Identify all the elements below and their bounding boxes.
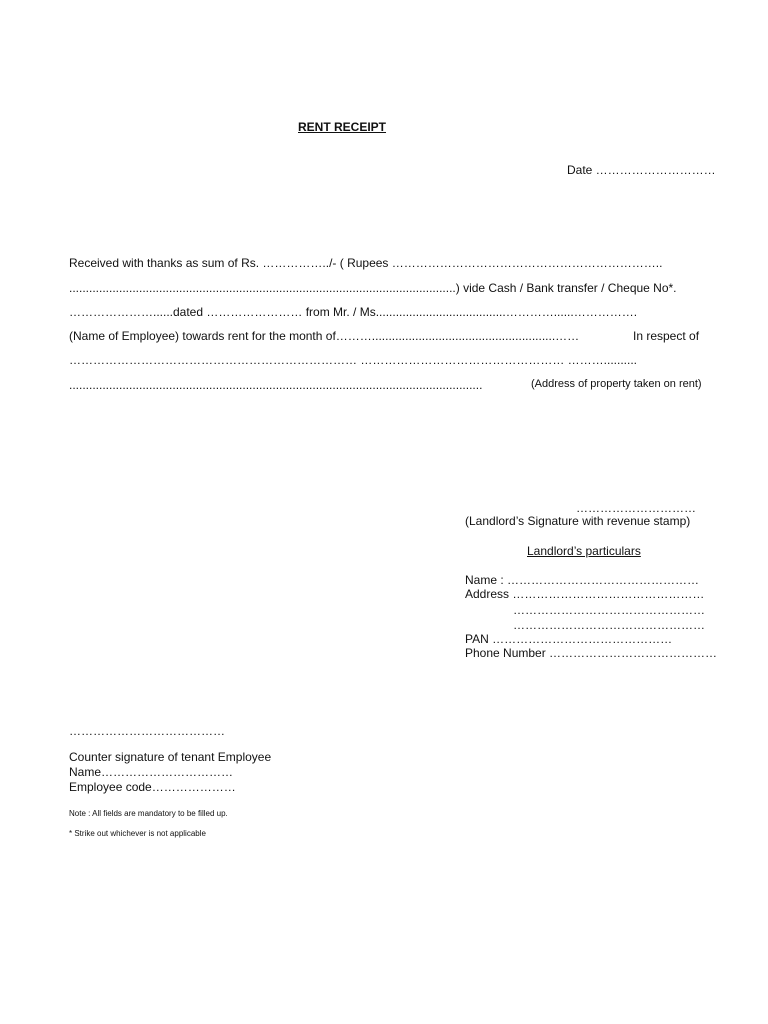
mandatory-note: Note : All fields are mandatory to be filled up. (69, 809, 228, 818)
date-field: Date ………………………… (567, 163, 716, 177)
tenant-signature-dots: ………………………………… (69, 724, 225, 738)
receipt-line-6: ............................................................................................................................ (69, 378, 483, 392)
landlord-address-field: Address ………………………………………… (465, 587, 705, 601)
strike-out-note: * Strike out whichever is not applicable (69, 829, 206, 838)
counter-signature-label: Counter signature of tenant Employee (69, 750, 272, 764)
employee-name-field: Name…………………………… (69, 765, 234, 779)
receipt-line-3: …………………......dated …………………… from Mr. / Ms.......................................…………......……………. (69, 305, 638, 319)
landlord-phone-field: Phone Number …………………………………… (465, 646, 718, 660)
landlord-signature-label: (Landlord’s Signature with revenue stamp) (465, 514, 691, 528)
receipt-line-5: ……………………………………………………………… …………………………………………… ……….......... (69, 353, 638, 367)
landlord-name-field: Name : ………………………………………… (465, 573, 700, 587)
landlord-pan-field: PAN ……………………………………… (465, 632, 673, 646)
landlord-address-continuation-1: ………………………………………… (513, 603, 705, 617)
in-respect-of-label: In respect of (633, 329, 700, 343)
property-address-label: (Address of property taken on rent) (531, 378, 702, 390)
receipt-line-2: ....................................................................................................................) vide Cash / Bank transfer / Cheque No*. (69, 281, 677, 295)
receipt-line-4: (Name of Employee) towards rent for the month of……….......................................................…… (69, 329, 580, 343)
receipt-line-1: Received with thanks as sum of Rs. ……………../- ( Rupees ………………………………………………………….. (69, 256, 663, 270)
landlord-address-continuation-2: ………………………………………… (513, 618, 705, 632)
page-title: RENT RECEIPT (298, 120, 387, 134)
employee-code-field: Employee code………………… (69, 780, 236, 794)
landlord-particulars-heading: Landlord’s particulars (527, 544, 641, 558)
landlord-signature-dots: ………………………… (576, 501, 696, 515)
